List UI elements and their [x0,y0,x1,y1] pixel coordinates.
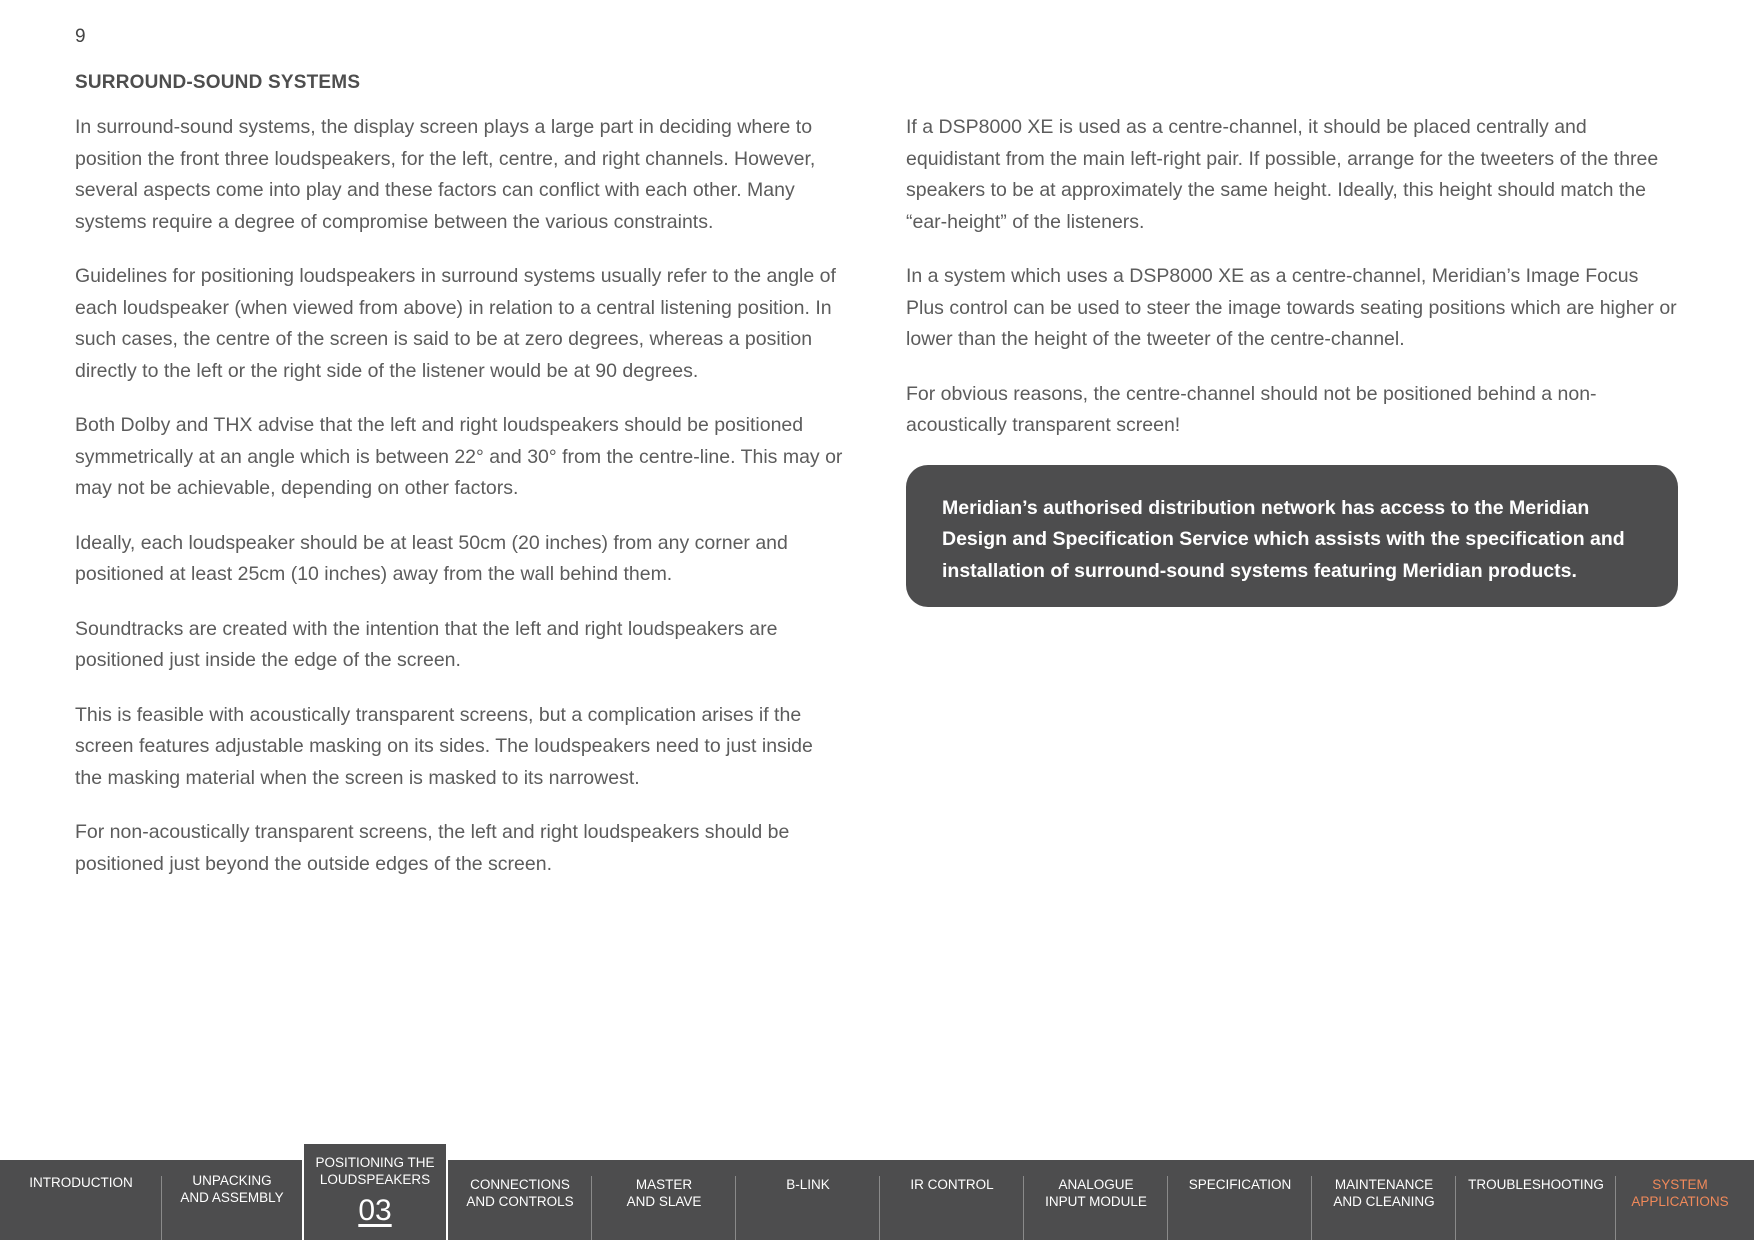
chapter-number: 03 [358,1194,392,1227]
nav-label-line1: CONNECTIONS [470,1177,570,1192]
nav-label-line1: MAINTENANCE [1334,1177,1434,1192]
left-column [75,112,845,903]
paragraph: This is feasible with acoustically transparent screens, but a complication arises if the screen features adjustable masking on its sides. The loudspeakers need to just inside the masking material when the screen is masked to its narrowest. [75,703,813,789]
nav-label-line2: LOUDSPEAKERS [319,1172,431,1187]
nav-label-line1: UNPACKING [192,1173,272,1188]
nav-item-analogue-input[interactable] [1024,1160,1168,1240]
paragraph: In a system which uses a DSP8000 XE as a centre-channel, Meridian’s Image Focus Plus control can be used to steer the image towards seating positions which are higher or lower than the height of the tweeter of the centre-channel. [906,265,1677,350]
paragraph: Both Dolby and THX advise that the left and right loudspeakers should be positioned symmetrically at an angle which is between 22° and 30° from the centre-line. This may or may not be achievable, depending on other factors. [75,414,843,499]
nav-item-b-link[interactable] [736,1160,880,1240]
nav-item-ir-control[interactable] [880,1160,1024,1240]
paragraph: For obvious reasons, the centre-channel should not be positioned behind a non-acoustically transparent screen! [906,382,1597,436]
nav-item-introduction[interactable] [0,1160,162,1240]
nav-label-line2: INPUT MODULE [1045,1194,1147,1209]
nav-label-line1: INTRODUCTION [29,1175,133,1190]
paragraph: Ideally, each loudspeaker should be at least 50cm (20 inches) from any corner and positioned at least 25cm (10 inches) away from the wall behind them. [75,531,788,585]
nav-item-troubleshooting[interactable] [1456,1160,1616,1240]
paragraph: For non-acoustically transparent screens, the left and right loudspeakers should be positioned just beyond the outside edges of the screen. [75,821,790,875]
right-column [906,112,1678,607]
nav-label-line2: AND CONTROLS [466,1194,574,1209]
nav-label-line2: AND SLAVE [626,1194,702,1209]
nav-label-line2: AND ASSEMBLY [180,1190,284,1205]
nav-label-line1: SPECIFICATION [1188,1177,1292,1192]
nav-label-line1: IR CONTROL [910,1177,994,1192]
page-number: 9 [75,26,86,47]
nav-item-positioning[interactable] [302,1142,448,1240]
nav-label-line1: ANALOGUE [1058,1177,1134,1192]
nav-label-line1: SYSTEM [1652,1177,1708,1192]
nav-item-unpacking[interactable] [162,1160,302,1240]
paragraph: Guidelines for positioning loudspeakers in surround systems usually refer to the angle of each loudspeaker (when viewed from above) in relation to a central listening position. In such cases, the centre of the screen is said to be at zero degrees, whereas a position directly to the left or the right side of the listener would be at 90 degrees. [75,265,836,382]
callout-box [906,465,1678,608]
section-title: SURROUND-SOUND SYSTEMS [75,72,361,93]
nav-label-line2: AND CLEANING [1333,1194,1435,1209]
paragraph: In surround-sound systems, the display screen plays a large part in deciding where to position the front three loudspeakers, for the left, centre, and right channels. However, several aspects come into play and these factors can conflict with each other. Many systems require a degree of compromise between the various constraints. [75,116,816,233]
nav-item-maintenance[interactable] [1312,1160,1456,1240]
nav-label-line1: POSITIONING THE [315,1155,435,1170]
nav-item-connections[interactable] [448,1160,592,1240]
nav-item-master-slave[interactable] [592,1160,736,1240]
nav-label-line2: APPLICATIONS [1631,1194,1729,1209]
paragraph: Soundtracks are created with the intention that the left and right loudspeakers are positioned just inside the edge of the screen. [75,617,778,671]
nav-label-line1: MASTER [635,1177,693,1192]
chapter-nav [0,1155,1754,1240]
callout-text: Meridian’s authorised distribution network has access to the Meridian Design and Specification Service which assists with the specification and installation of surround-sound systems featuring Meridian products. [942,496,1625,582]
nav-item-specification[interactable] [1168,1160,1312,1240]
nav-label-line1: TROUBLESHOOTING [1468,1177,1604,1192]
nav-item-system-applications[interactable] [1616,1160,1744,1240]
nav-label-line1: B-LINK [786,1177,830,1192]
paragraph: If a DSP8000 XE is used as a centre-channel, it should be placed centrally and equidistant from the main left-right pair. If possible, arrange for the tweeters of the three speakers to be at approximately the same height. Ideally, this height should match the “ear-height” of the listeners. [906,116,1659,233]
